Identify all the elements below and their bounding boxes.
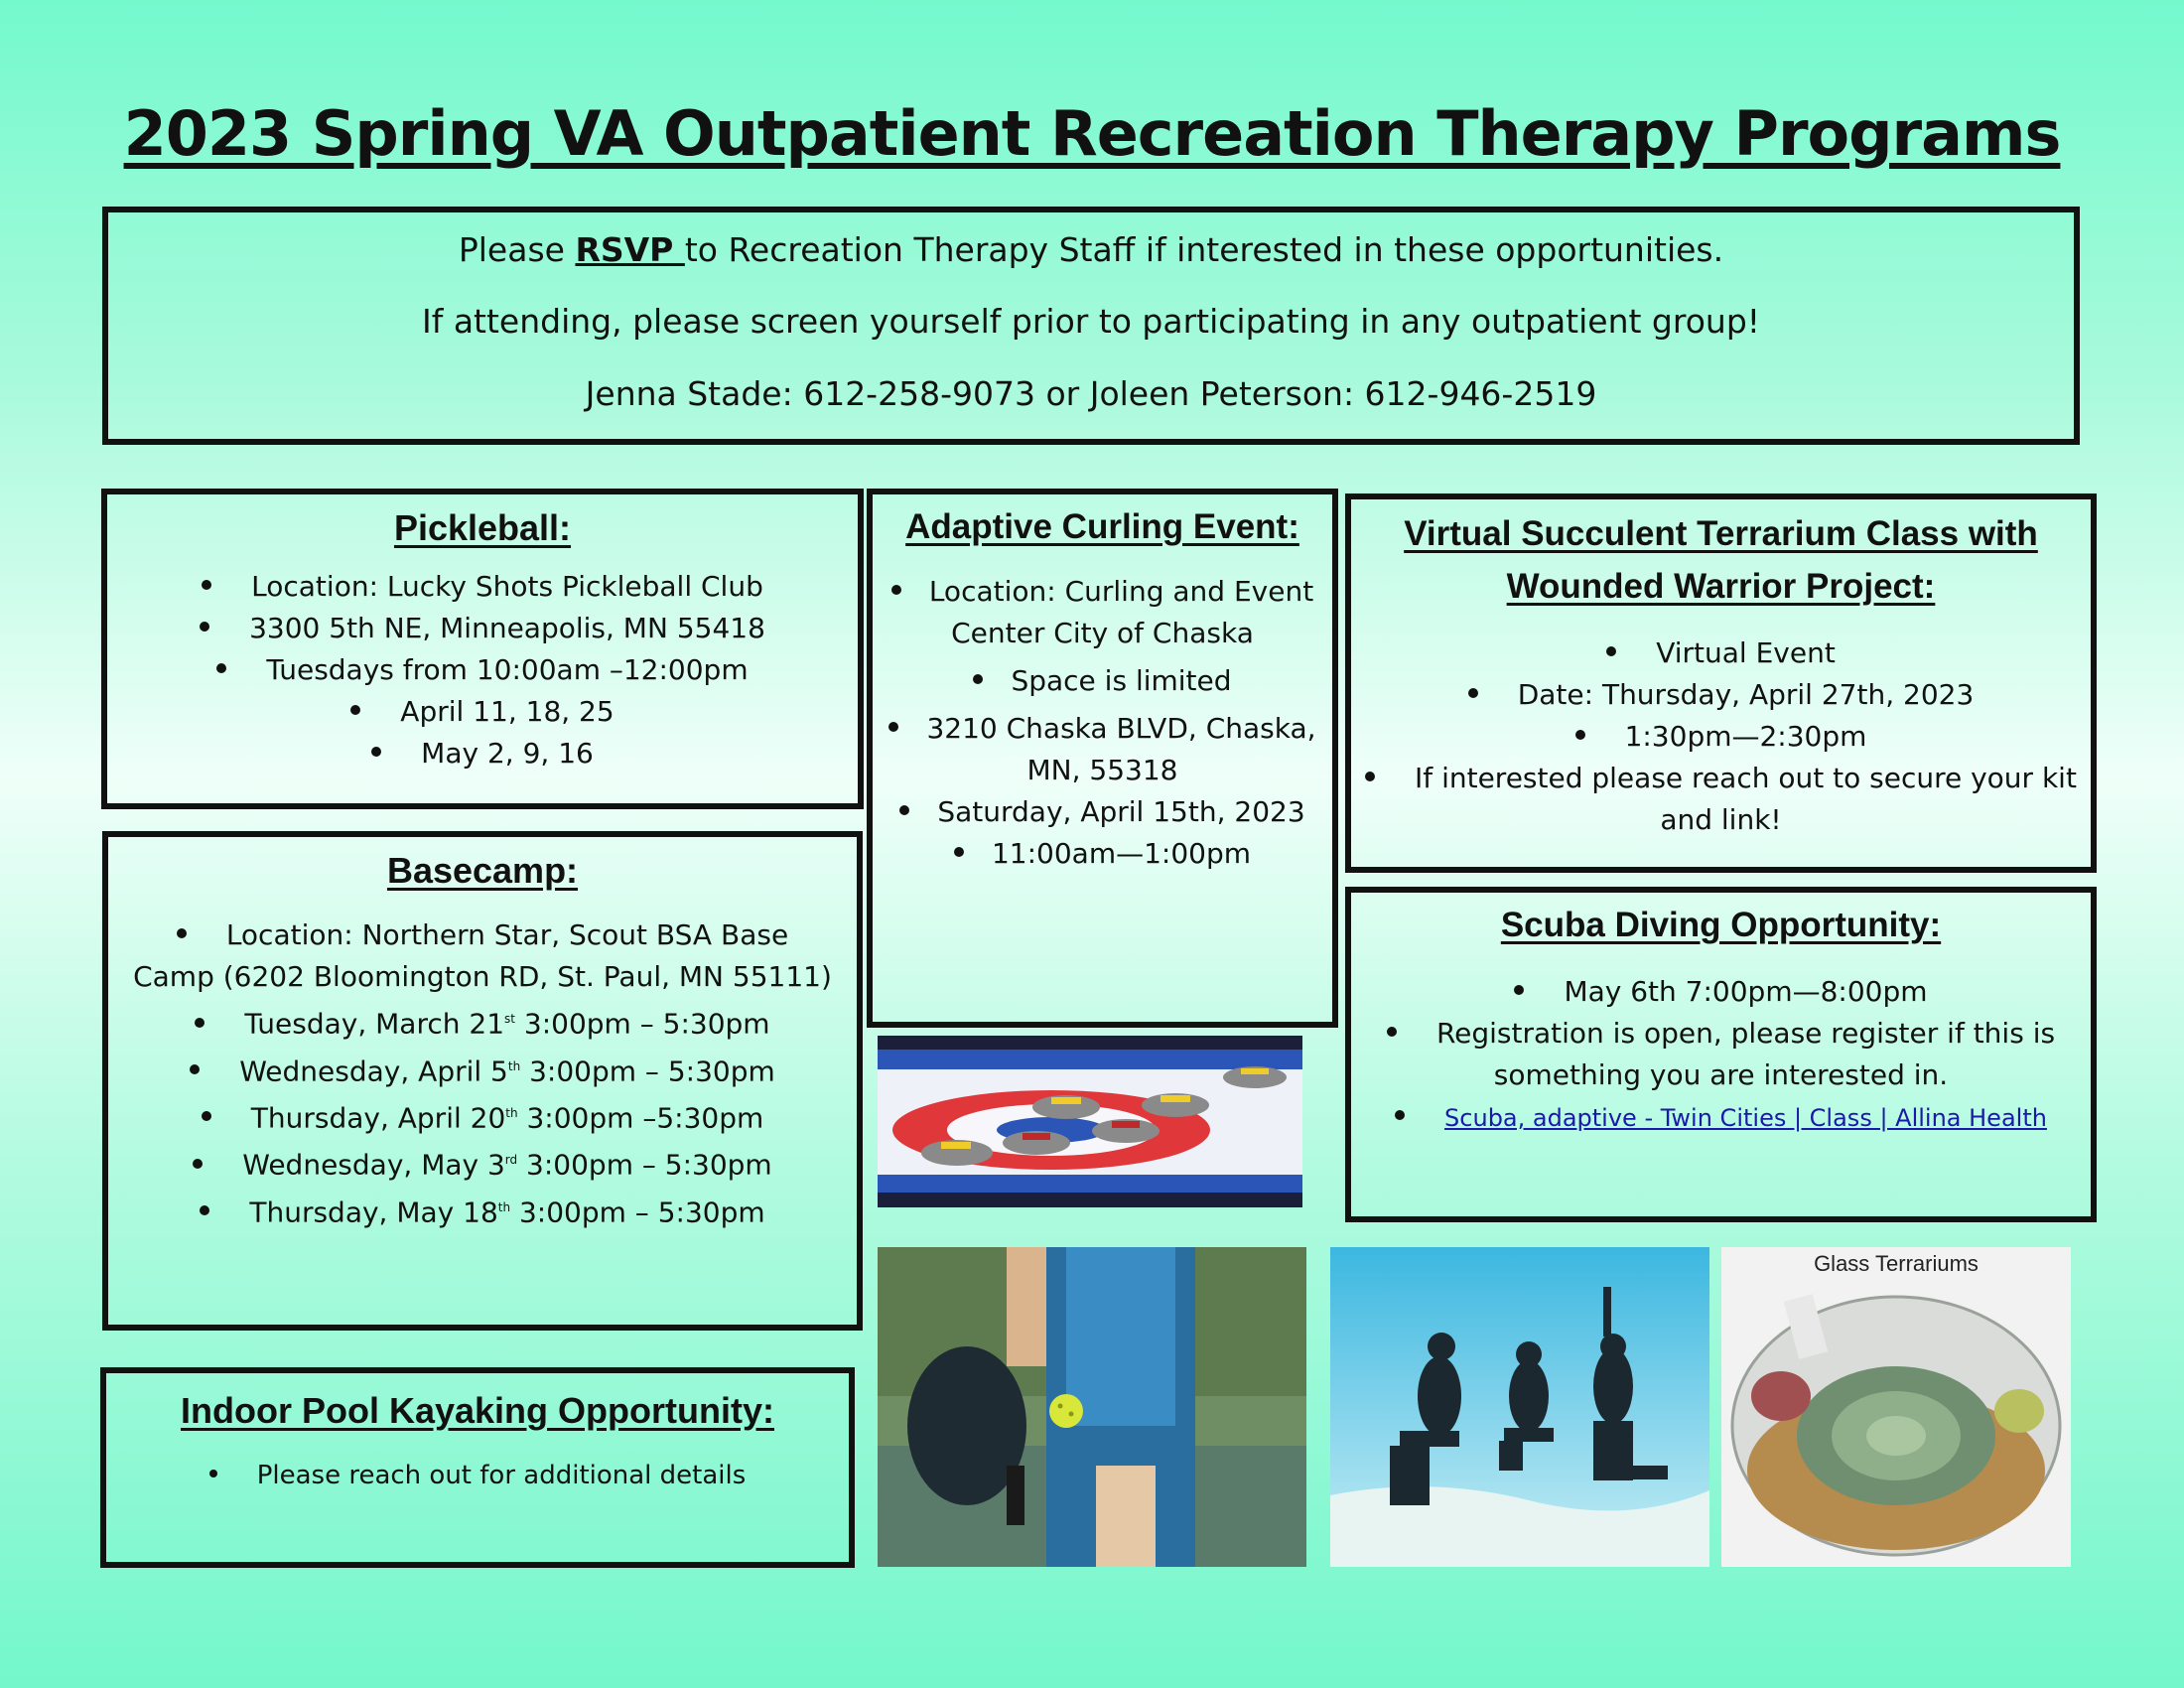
- scuba-heading: Scuba Diving Opportunity:: [1500, 906, 1942, 944]
- list-item: 1:30pm—2:30pm: [1351, 716, 2091, 758]
- terrarium-photo-caption: Glass Terrariums: [1814, 1251, 1979, 1276]
- list-item-continuation: MN, 55318: [1026, 753, 1178, 786]
- bullet-icon: [190, 1064, 200, 1074]
- bullet-icon: [177, 928, 187, 938]
- kayaking-heading: Indoor Pool Kayaking Opportunity:: [181, 1390, 774, 1431]
- list-item: If interested please reach out to secure your kit: [1351, 758, 2091, 799]
- pickleball-photo: [878, 1247, 1306, 1567]
- list-item: May 2, 9, 16: [107, 733, 858, 774]
- list-item: Location: Lucky Shots Pickleball Club: [107, 566, 858, 608]
- bullet-icon: [209, 1470, 217, 1477]
- list-item: Date: Thursday, April 27th, 2023: [1351, 674, 2091, 716]
- list-item: Space is limited: [873, 660, 1332, 702]
- bullet-icon: [200, 622, 209, 632]
- contact-line: Jenna Stade: 612-258-9073 or Joleen Peterson: 612-946-2519: [585, 374, 1597, 413]
- list-item: Wednesday, May 3rd 3:00pm – 5:30pm: [108, 1139, 857, 1186]
- bullet-icon: [350, 705, 360, 715]
- list-item: Tuesdays from 10:00am –12:00pm: [107, 649, 858, 691]
- curling-card: [867, 489, 1338, 1028]
- list-item: April 11, 18, 25: [107, 691, 858, 733]
- kayaking-list: [106, 1455, 849, 1496]
- terrarium-list: [1351, 633, 2091, 841]
- basecamp-list: [108, 914, 857, 1233]
- list-item-continuation: Camp (6202 Bloomington RD, St. Paul, MN 55111): [133, 960, 832, 994]
- bullet-icon: [216, 663, 226, 673]
- scuba-photo: [1330, 1247, 1709, 1567]
- pickleball-card: [101, 489, 864, 809]
- list-item: [1351, 1096, 2091, 1139]
- list-item: Saturday, April 15th, 2023: [873, 791, 1332, 833]
- bullet-icon: [1387, 1027, 1397, 1037]
- list-item: Virtual Event: [1351, 633, 2091, 674]
- rsvp-line-2: If attending, please screen yourself prior to participating in any outpatient group!: [421, 302, 1760, 341]
- list-item: Location: Curling and Event: [873, 571, 1332, 613]
- bullet-icon: [954, 847, 964, 857]
- curling-list: [873, 571, 1332, 875]
- bullet-icon: [1514, 985, 1524, 995]
- list-item: Please reach out for additional details: [106, 1455, 849, 1496]
- list-item: 3210 Chaska BLVD, Chaska,: [873, 708, 1332, 750]
- bullet-icon: [202, 1111, 211, 1121]
- bullet-icon: [1575, 730, 1585, 740]
- bullet-icon: [193, 1159, 203, 1169]
- bullet-icon: [1395, 1110, 1405, 1120]
- bullet-icon: [1606, 646, 1616, 656]
- rsvp-line-1: Please RSVP to Recreation Therapy Staff if interested in these opportunities.: [458, 230, 1724, 269]
- list-item: Thursday, April 20th 3:00pm –5:30pm: [108, 1092, 857, 1139]
- list-item: Registration is open, please register if this is: [1351, 1013, 2091, 1055]
- list-item: Wednesday, April 5th 3:00pm – 5:30pm: [108, 1046, 857, 1092]
- basecamp-heading: Basecamp:: [386, 850, 579, 891]
- scuba-class-link[interactable]: Scuba, adaptive - Twin Cities | Class | Allina Health: [1444, 1103, 2047, 1132]
- bullet-icon: [195, 1018, 205, 1028]
- pickleball-list: [107, 566, 858, 774]
- bullet-icon: [973, 674, 983, 684]
- curling-photo: [878, 1036, 1302, 1207]
- terrarium-photo: [1721, 1247, 2071, 1567]
- list-item: 3300 5th NE, Minneapolis, MN 55418: [107, 608, 858, 649]
- bullet-icon: [891, 585, 901, 595]
- bullet-icon: [899, 805, 909, 815]
- list-item-continuation: and link!: [1660, 803, 1782, 836]
- rsvp-box: [102, 207, 2080, 445]
- list-item: 11:00am—1:00pm: [873, 833, 1332, 875]
- list-item: Tuesday, March 21st 3:00pm – 5:30pm: [108, 998, 857, 1045]
- page-title: 2023 Spring VA Outpatient Recreation Therapy Programs: [123, 97, 2061, 170]
- list-item-continuation: Center City of Chaska: [951, 616, 1254, 649]
- basecamp-card: [102, 831, 863, 1331]
- list-item-continuation: something you are interested in.: [1493, 1057, 1949, 1091]
- kayaking-card: [100, 1367, 855, 1568]
- list-item: May 6th 7:00pm—8:00pm: [1351, 971, 2091, 1013]
- bullet-icon: [200, 1205, 209, 1215]
- pickleball-heading: Pickleball:: [393, 507, 572, 548]
- bullet-icon: [1365, 772, 1375, 781]
- terrarium-heading: Virtual Succulent Terrarium Class with Wounded Warrior Project:: [1404, 514, 2038, 606]
- scuba-card: [1345, 887, 2097, 1222]
- scuba-list: [1351, 971, 2091, 1139]
- list-item: Location: Northern Star, Scout BSA Base: [108, 914, 857, 956]
- terrarium-card: [1345, 493, 2097, 873]
- curling-heading: Adaptive Curling Event:: [905, 507, 1299, 546]
- rsvp-emphasis: RSVP: [575, 230, 685, 269]
- list-item: Thursday, May 18th 3:00pm – 5:30pm: [108, 1187, 857, 1233]
- bullet-icon: [1468, 688, 1478, 698]
- bullet-icon: [888, 722, 898, 732]
- bullet-icon: [202, 580, 211, 590]
- bullet-icon: [371, 747, 381, 757]
